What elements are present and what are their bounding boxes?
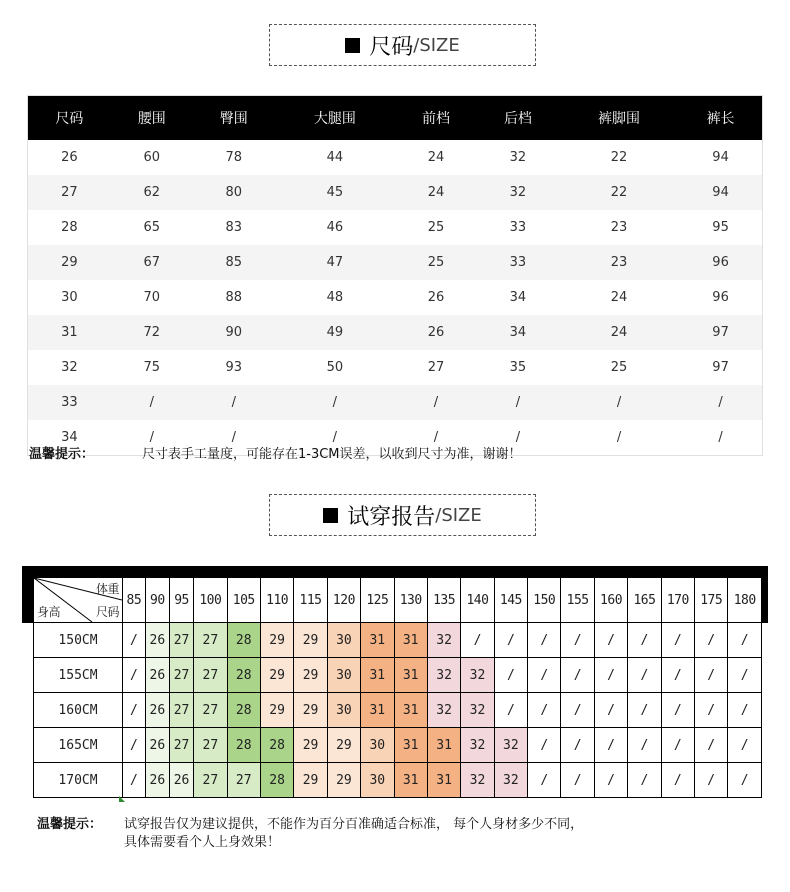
size-cell: 32 bbox=[28, 350, 111, 385]
size-cell: 27 bbox=[28, 175, 111, 210]
weight-col-header: 180 bbox=[728, 578, 762, 623]
size-cell: 27 bbox=[395, 350, 477, 385]
tryon-cell: 26 bbox=[145, 763, 169, 798]
tryon-cell: / bbox=[123, 693, 146, 728]
size-cell: 25 bbox=[395, 210, 477, 245]
tryon-cell: 29 bbox=[294, 658, 327, 693]
size-cell: 23 bbox=[559, 245, 679, 280]
tryon-cell: 29 bbox=[294, 623, 327, 658]
tryon-table bbox=[33, 577, 762, 798]
size-title: 尺码 bbox=[369, 34, 414, 60]
height-row-header: 165CM bbox=[34, 728, 123, 763]
size-cell: 25 bbox=[395, 245, 477, 280]
tryon-cell: 26 bbox=[145, 693, 169, 728]
weight-col-header: 155 bbox=[561, 578, 594, 623]
height-row-header: 150CM bbox=[34, 623, 123, 658]
size-col-header: 腰围 bbox=[111, 96, 193, 141]
tryon-cell: / bbox=[695, 728, 728, 763]
size-cell: 22 bbox=[559, 140, 679, 175]
tryon-cell: / bbox=[561, 623, 594, 658]
weight-col-header: 105 bbox=[227, 578, 260, 623]
tryon-cell: 28 bbox=[260, 763, 293, 798]
tryon-cell: 29 bbox=[260, 693, 293, 728]
tryon-cell: / bbox=[123, 728, 146, 763]
size-cell: 46 bbox=[275, 210, 395, 245]
tryon-cell: / bbox=[528, 623, 561, 658]
tryon-cell: / bbox=[494, 623, 527, 658]
tryon-cell: / bbox=[661, 763, 694, 798]
size-col-header: 后档 bbox=[477, 96, 559, 141]
tryon-cell: / bbox=[461, 623, 494, 658]
tryon-corner-cell bbox=[34, 578, 123, 623]
size-col-header: 大腿围 bbox=[275, 96, 395, 141]
tryon-tip bbox=[37, 816, 102, 834]
tryon-cell: 26 bbox=[169, 763, 193, 798]
size-cell: 26 bbox=[395, 315, 477, 350]
weight-col-header: 120 bbox=[327, 578, 360, 623]
tryon-cell: 32 bbox=[427, 623, 460, 658]
tryon-cell: / bbox=[661, 693, 694, 728]
tryon-frame-top bbox=[22, 566, 768, 577]
size-table-row bbox=[28, 280, 763, 315]
tryon-cell: 32 bbox=[461, 658, 494, 693]
size-cell: 70 bbox=[111, 280, 193, 315]
size-cell: 32 bbox=[477, 175, 559, 210]
tryon-cell: / bbox=[628, 693, 661, 728]
tryon-cell: 31 bbox=[427, 728, 460, 763]
weight-col-header: 145 bbox=[494, 578, 527, 623]
size-cell: 23 bbox=[559, 210, 679, 245]
tryon-cell: 30 bbox=[327, 658, 360, 693]
tryon-cell: 30 bbox=[361, 763, 394, 798]
size-cell: / bbox=[679, 385, 762, 420]
size-tip-text bbox=[142, 446, 522, 464]
tryon-cell: / bbox=[594, 693, 627, 728]
size-cell: 72 bbox=[111, 315, 193, 350]
size-cell: 47 bbox=[275, 245, 395, 280]
size-table-row bbox=[28, 210, 763, 245]
tryon-cell: / bbox=[494, 693, 527, 728]
tryon-cell: / bbox=[728, 728, 762, 763]
size-cell: / bbox=[679, 420, 762, 456]
size-cell: 96 bbox=[679, 245, 762, 280]
weight-col-header: 90 bbox=[145, 578, 169, 623]
tryon-cell: 27 bbox=[169, 658, 193, 693]
tryon-cell: 30 bbox=[327, 693, 360, 728]
tryon-cell: / bbox=[494, 658, 527, 693]
size-cell: 97 bbox=[679, 315, 762, 350]
tryon-cell: 29 bbox=[327, 728, 360, 763]
size-cell: / bbox=[395, 420, 477, 456]
tryon-cell: / bbox=[695, 623, 728, 658]
size-cell: / bbox=[111, 420, 193, 456]
size-cell: 34 bbox=[28, 420, 111, 456]
weight-col-header: 125 bbox=[361, 578, 394, 623]
size-cell: 44 bbox=[275, 140, 395, 175]
size-cell: 48 bbox=[275, 280, 395, 315]
size-cell: / bbox=[395, 385, 477, 420]
tryon-table-row bbox=[34, 693, 762, 728]
tryon-cell: / bbox=[728, 763, 762, 798]
tryon-cell: 32 bbox=[461, 763, 494, 798]
size-cell: 49 bbox=[275, 315, 395, 350]
tryon-cell: 31 bbox=[394, 763, 427, 798]
corner-height-label: 身高 bbox=[37, 605, 61, 619]
size-table-row bbox=[28, 385, 763, 420]
tryon-cell: 29 bbox=[260, 658, 293, 693]
tryon-title: 试穿报告 bbox=[347, 504, 436, 530]
tryon-tip-text bbox=[124, 816, 583, 852]
tryon-cell: / bbox=[123, 623, 146, 658]
size-cell: 90 bbox=[193, 315, 275, 350]
tryon-cell: 31 bbox=[361, 658, 394, 693]
size-cell: 25 bbox=[559, 350, 679, 385]
tryon-cell: 29 bbox=[260, 623, 293, 658]
size-cell: 26 bbox=[28, 140, 111, 175]
weight-col-header: 130 bbox=[394, 578, 427, 623]
tryon-cell: / bbox=[561, 693, 594, 728]
tryon-cell: / bbox=[695, 658, 728, 693]
tryon-cell: 27 bbox=[194, 693, 227, 728]
size-cell: 88 bbox=[193, 280, 275, 315]
weight-col-header: 175 bbox=[695, 578, 728, 623]
tryon-subtitle: /SIZE bbox=[435, 504, 482, 526]
size-cell: 33 bbox=[477, 245, 559, 280]
size-cell: / bbox=[477, 420, 559, 456]
tryon-cell: 27 bbox=[194, 658, 227, 693]
tryon-cell: / bbox=[594, 658, 627, 693]
tryon-cell: / bbox=[123, 763, 146, 798]
size-cell: 97 bbox=[679, 350, 762, 385]
tryon-cell: / bbox=[661, 658, 694, 693]
size-cell: 24 bbox=[559, 315, 679, 350]
height-row-header: 160CM bbox=[34, 693, 123, 728]
tryon-cell: / bbox=[661, 623, 694, 658]
size-cell: 30 bbox=[28, 280, 111, 315]
size-table-row bbox=[28, 245, 763, 280]
tryon-cell: / bbox=[561, 763, 594, 798]
tryon-table-row bbox=[34, 763, 762, 798]
size-col-header: 前档 bbox=[395, 96, 477, 141]
tryon-cell: 31 bbox=[361, 623, 394, 658]
size-cell: 24 bbox=[559, 280, 679, 315]
tryon-cell: / bbox=[695, 763, 728, 798]
tryon-tip-line1: 试穿报告仅为建议提供，不能作为百分百准确适合标准， 每个人身材多少不同， bbox=[124, 817, 584, 832]
size-cell: 45 bbox=[275, 175, 395, 210]
tryon-cell: 32 bbox=[494, 728, 527, 763]
tryon-table-header bbox=[34, 578, 762, 623]
tryon-cell: 26 bbox=[145, 728, 169, 763]
height-row-header: 170CM bbox=[34, 763, 123, 798]
size-cell: 33 bbox=[28, 385, 111, 420]
size-col-header: 裤脚围 bbox=[559, 96, 679, 141]
size-cell: / bbox=[559, 420, 679, 456]
tryon-cell: 32 bbox=[427, 658, 460, 693]
size-cell: 34 bbox=[477, 315, 559, 350]
size-cell: / bbox=[111, 385, 193, 420]
size-title-box bbox=[269, 24, 536, 66]
tryon-cell: 30 bbox=[361, 728, 394, 763]
tryon-cell: 27 bbox=[227, 763, 260, 798]
size-cell: / bbox=[477, 385, 559, 420]
size-cell: / bbox=[275, 385, 395, 420]
size-cell: 94 bbox=[679, 140, 762, 175]
size-cell: 93 bbox=[193, 350, 275, 385]
tryon-cell: 29 bbox=[294, 763, 327, 798]
tryon-cell: / bbox=[561, 658, 594, 693]
tryon-cell: 27 bbox=[169, 623, 193, 658]
tryon-cell: / bbox=[123, 658, 146, 693]
size-cell: 34 bbox=[477, 280, 559, 315]
tryon-cell: / bbox=[528, 728, 561, 763]
weight-col-header: 85 bbox=[123, 578, 146, 623]
size-cell: 29 bbox=[28, 245, 111, 280]
tryon-cell: 26 bbox=[145, 658, 169, 693]
tryon-cell: 28 bbox=[227, 658, 260, 693]
size-tip-body: 尺寸表手工量度，可能存在1-3CM误差，以收到尺寸为准，谢谢！ bbox=[142, 447, 522, 462]
size-cell: 65 bbox=[111, 210, 193, 245]
tryon-cell: / bbox=[628, 728, 661, 763]
tryon-cell: 27 bbox=[169, 693, 193, 728]
size-cell: / bbox=[559, 385, 679, 420]
size-table-row bbox=[28, 140, 763, 175]
square-bullet-icon bbox=[345, 38, 360, 53]
tryon-cell: / bbox=[594, 623, 627, 658]
size-cell: / bbox=[275, 420, 395, 456]
tryon-cell: / bbox=[628, 658, 661, 693]
tryon-cell: / bbox=[728, 693, 762, 728]
size-cell: / bbox=[193, 385, 275, 420]
tryon-tip-label: 温馨提示： bbox=[37, 817, 103, 832]
tryon-table-row bbox=[34, 728, 762, 763]
tryon-title-box bbox=[269, 494, 536, 536]
tryon-cell: / bbox=[628, 763, 661, 798]
tryon-cell: / bbox=[728, 623, 762, 658]
weight-col-header: 100 bbox=[194, 578, 227, 623]
size-cell: 83 bbox=[193, 210, 275, 245]
tryon-cell: / bbox=[594, 763, 627, 798]
tryon-cell: 27 bbox=[169, 728, 193, 763]
tryon-cell: 31 bbox=[427, 763, 460, 798]
tryon-cell: / bbox=[528, 693, 561, 728]
tryon-cell: 26 bbox=[145, 623, 169, 658]
tryon-cell: 28 bbox=[227, 693, 260, 728]
weight-col-header: 115 bbox=[294, 578, 327, 623]
size-cell: 80 bbox=[193, 175, 275, 210]
size-table-row bbox=[28, 350, 763, 385]
weight-col-header: 170 bbox=[661, 578, 694, 623]
tryon-tip-line2: 具体需要看个人上身效果！ bbox=[124, 835, 281, 850]
size-tip-label: 温馨提示： bbox=[29, 447, 95, 462]
size-cell: 35 bbox=[477, 350, 559, 385]
size-cell: 85 bbox=[193, 245, 275, 280]
size-tip bbox=[29, 446, 94, 464]
tryon-cell: 31 bbox=[361, 693, 394, 728]
tryon-cell: / bbox=[695, 693, 728, 728]
tryon-cell: 29 bbox=[294, 693, 327, 728]
size-cell: 67 bbox=[111, 245, 193, 280]
size-cell: 33 bbox=[477, 210, 559, 245]
height-row-header: 155CM bbox=[34, 658, 123, 693]
tryon-cell: / bbox=[661, 728, 694, 763]
tryon-cell: 31 bbox=[394, 658, 427, 693]
tryon-cell: 31 bbox=[394, 623, 427, 658]
size-cell: 22 bbox=[559, 175, 679, 210]
size-cell: 32 bbox=[477, 140, 559, 175]
size-cell: 24 bbox=[395, 175, 477, 210]
tryon-cell: 28 bbox=[227, 728, 260, 763]
size-cell: 62 bbox=[111, 175, 193, 210]
weight-col-header: 95 bbox=[169, 578, 193, 623]
size-col-header: 裤长 bbox=[679, 96, 762, 141]
weight-col-header: 160 bbox=[594, 578, 627, 623]
tryon-cell: 28 bbox=[227, 623, 260, 658]
tryon-cell: 27 bbox=[194, 728, 227, 763]
size-cell: 31 bbox=[28, 315, 111, 350]
tryon-cell: 31 bbox=[394, 728, 427, 763]
size-cell: / bbox=[193, 420, 275, 456]
tryon-cell: 32 bbox=[427, 693, 460, 728]
tryon-cell: 28 bbox=[260, 728, 293, 763]
tryon-cell: 27 bbox=[194, 623, 227, 658]
size-cell: 94 bbox=[679, 175, 762, 210]
tryon-cell: / bbox=[594, 728, 627, 763]
tryon-cell: 29 bbox=[327, 763, 360, 798]
size-subtitle: /SIZE bbox=[413, 34, 460, 56]
tryon-cell: / bbox=[561, 728, 594, 763]
size-col-header: 臀围 bbox=[193, 96, 275, 141]
cell-marker-icon bbox=[119, 796, 125, 802]
size-cell: 50 bbox=[275, 350, 395, 385]
weight-col-header: 165 bbox=[628, 578, 661, 623]
size-col-header: 尺码 bbox=[28, 96, 111, 141]
corner-size-label: 尺码 bbox=[95, 605, 119, 619]
size-table bbox=[27, 95, 763, 456]
tryon-cell: 32 bbox=[461, 728, 494, 763]
tryon-cell: 27 bbox=[194, 763, 227, 798]
tryon-cell: / bbox=[628, 623, 661, 658]
square-bullet-icon bbox=[323, 508, 338, 523]
tryon-cell: / bbox=[528, 763, 561, 798]
size-table-header bbox=[28, 96, 763, 141]
tryon-cell: 30 bbox=[327, 623, 360, 658]
size-table-row bbox=[28, 315, 763, 350]
tryon-cell: 32 bbox=[461, 693, 494, 728]
tryon-cell: 32 bbox=[494, 763, 527, 798]
size-cell: 60 bbox=[111, 140, 193, 175]
size-cell: 95 bbox=[679, 210, 762, 245]
size-cell: 28 bbox=[28, 210, 111, 245]
size-cell: 75 bbox=[111, 350, 193, 385]
size-table-row bbox=[28, 175, 763, 210]
tryon-cell: / bbox=[728, 658, 762, 693]
weight-col-header: 150 bbox=[528, 578, 561, 623]
tryon-table-row bbox=[34, 623, 762, 658]
size-cell: 24 bbox=[395, 140, 477, 175]
weight-col-header: 135 bbox=[427, 578, 460, 623]
size-cell: 78 bbox=[193, 140, 275, 175]
corner-weight-label: 体重 bbox=[95, 582, 119, 596]
tryon-cell: 29 bbox=[294, 728, 327, 763]
weight-col-header: 140 bbox=[461, 578, 494, 623]
size-cell: 26 bbox=[395, 280, 477, 315]
size-cell: 96 bbox=[679, 280, 762, 315]
tryon-cell: / bbox=[528, 658, 561, 693]
tryon-cell: 31 bbox=[394, 693, 427, 728]
tryon-table-row bbox=[34, 658, 762, 693]
weight-col-header: 110 bbox=[260, 578, 293, 623]
tryon-frame-right bbox=[762, 566, 768, 623]
